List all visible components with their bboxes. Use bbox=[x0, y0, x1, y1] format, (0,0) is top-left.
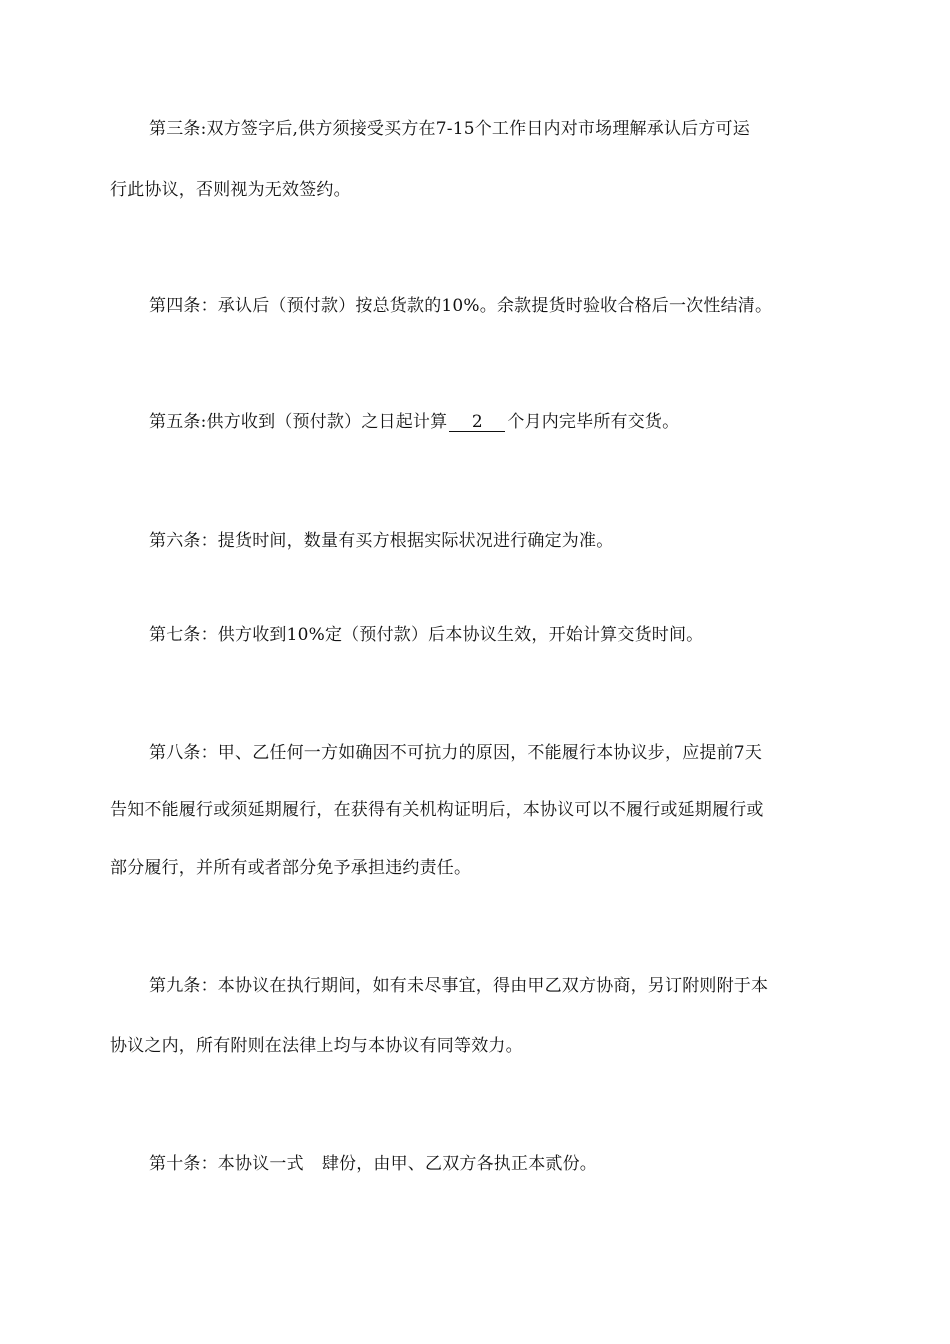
article-8-line-2: 告知不能履行或须延期履行，在获得有关机构证明后，本协议可以不履行或延期履行或 bbox=[110, 800, 764, 820]
article-5-text-before: 第五条:供方收到（预付款）之日起计算 bbox=[149, 412, 448, 432]
article-10-text-after: 肆份，由甲、乙双方各执正本贰份。 bbox=[321, 1154, 598, 1174]
article-9-line-2: 协议之内，所有附则在法律上均与本协议有同等效力。 bbox=[110, 1036, 523, 1056]
article-8-line-1: 第八条：甲、乙任何一方如确因不可抗力的原因，不能履行本协议步，应提前7天 bbox=[149, 743, 763, 763]
article-6-line-1: 第六条：提货时间，数量有买方根据实际状况进行确定为准。 bbox=[149, 531, 614, 551]
article-8-line-3: 部分履行，并所有或者部分免予承担违约责任。 bbox=[110, 858, 472, 878]
article-3-line-1: 第三条:双方签字后,供方须接受买方在7-15个工作日内对市场理解承认后方可运 bbox=[149, 119, 750, 139]
article-10-line-1 bbox=[149, 1153, 839, 1175]
article-5-text-after: 个月内完毕所有交货。 bbox=[507, 412, 680, 432]
article-5-months-blank: 2 bbox=[449, 413, 505, 432]
article-3-line-2: 行此协议，否则视为无效签约。 bbox=[110, 180, 351, 200]
article-4-line-1: 第四条：承认后（预付款）按总货款的10%。余款提货时验收合格后一次性结清。 bbox=[149, 296, 773, 316]
article-5-line-1 bbox=[149, 411, 839, 433]
article-9-line-1: 第九条：本协议在执行期间，如有未尽事宜，得由甲乙双方协商，另订附则附于本 bbox=[149, 976, 769, 996]
article-7-line-1: 第七条：供方收到10%定（预付款）后本协议生效，开始计算交货时间。 bbox=[149, 625, 704, 645]
article-10-text-before: 第十条：本协议一式 bbox=[149, 1154, 304, 1174]
